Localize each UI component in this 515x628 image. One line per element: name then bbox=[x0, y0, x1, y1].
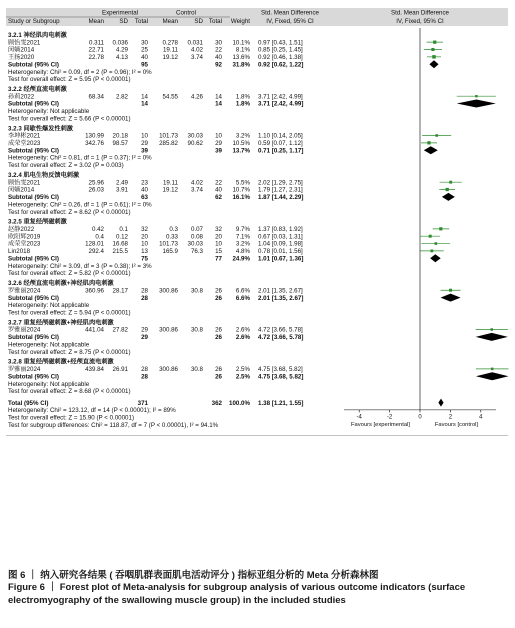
study-point-square bbox=[439, 227, 442, 230]
subtotal-diamond bbox=[457, 100, 496, 108]
exp-total: 28 bbox=[141, 366, 148, 374]
ctl-total: 22 bbox=[215, 179, 222, 187]
ctl-sd: 0.031 bbox=[187, 39, 203, 47]
exp-total: 23 bbox=[141, 179, 148, 187]
subtotal-diamond bbox=[424, 146, 438, 154]
header-plot-method: IV, Fixed, 95% CI bbox=[396, 18, 444, 25]
ctl-mean: 300.86 bbox=[159, 326, 178, 334]
header-exp-total: Total bbox=[134, 18, 148, 25]
ctl-sd: 30.8 bbox=[190, 366, 203, 374]
exp-mean: 292.4 bbox=[88, 248, 104, 256]
figure-caption-english: Figure 6 ｜ Forest plot of Meta-analysis for subgroup analysis of various outcome indicators (surface electromyography of the swallowing muscle group) in the included studies bbox=[8, 582, 466, 606]
subtotal-ci: 0.71 [0.25, 1.17] bbox=[258, 147, 304, 155]
study-point-square bbox=[431, 48, 434, 51]
study-point-square bbox=[491, 368, 494, 371]
heterogeneity-text: Heterogeneity: Not applicable bbox=[8, 108, 90, 116]
subtotal-label: Subtotal (95% CI) bbox=[8, 255, 59, 263]
subtotal-exp-total: 14 bbox=[141, 100, 148, 108]
subtotal-exp-total: 28 bbox=[141, 373, 148, 381]
study-ci: 1.10 [0.14, 2.05] bbox=[258, 132, 303, 140]
subtotal-ctl-total: 26 bbox=[215, 334, 222, 342]
overall-effect-text: Test for overall effect: Z = 8.62 (P < 0.00001) bbox=[8, 208, 131, 216]
x-axis-tick-label: 0 bbox=[418, 414, 422, 421]
study-weight: 10.5% bbox=[232, 140, 250, 148]
study-name: 闵嫱2014 bbox=[8, 186, 35, 194]
ctl-mean: 300.86 bbox=[159, 366, 178, 374]
ctl-total: 26 bbox=[215, 287, 222, 295]
total-overall-effect: Test for overall effect: Z = 15.90 (P < 0.00001) bbox=[8, 414, 134, 422]
study-weight: 2.6% bbox=[235, 326, 250, 334]
study-point-square bbox=[430, 249, 433, 252]
exp-total: 20 bbox=[141, 233, 148, 241]
study-name: 李坤彬2021 bbox=[8, 132, 41, 140]
exp-total: 40 bbox=[141, 186, 148, 194]
exp-sd: 0.1 bbox=[119, 226, 128, 234]
subtotal-ctl-total: 77 bbox=[215, 255, 222, 263]
overall-effect-text: Test for overall effect: Z = 5.95 (P < 0.00001) bbox=[8, 76, 131, 84]
exp-total: 13 bbox=[141, 248, 148, 256]
ctl-total: 14 bbox=[215, 93, 222, 101]
subtotal-weight: 2.5% bbox=[235, 373, 250, 381]
subtotal-ctl-total: 14 bbox=[215, 100, 222, 108]
heterogeneity-text: Heterogeneity: Chi² = 0.81, df = 1 (P = 0.37); I² = 0% bbox=[8, 154, 152, 162]
exp-total: 30 bbox=[141, 39, 148, 47]
ctl-sd: 4.02 bbox=[190, 46, 203, 54]
exp-total: 10 bbox=[141, 132, 148, 140]
subtotal-label: Subtotal (95% CI) bbox=[8, 334, 59, 342]
subtotal-weight: 24.9% bbox=[232, 255, 250, 263]
subtotal-exp-total: 28 bbox=[141, 294, 148, 302]
study-ci: 3.71 [2.42, 4.99] bbox=[258, 93, 303, 101]
header-weight: Weight bbox=[230, 18, 250, 25]
subtotal-diamond bbox=[442, 193, 455, 201]
exp-sd: 0.12 bbox=[115, 233, 128, 241]
ctl-mean: 101.73 bbox=[159, 132, 178, 140]
overall-effect-text: Test for overall effect: Z = 5.66 (P < 0.00001) bbox=[8, 115, 131, 123]
ctl-mean: 165.9 bbox=[162, 248, 178, 256]
subtotal-weight: 31.8% bbox=[232, 61, 250, 69]
ctl-total: 22 bbox=[215, 46, 222, 54]
heterogeneity-text: Heterogeneity: Chi² = 3.09, df = 3 (P = 0.38); I² = 3% bbox=[8, 262, 152, 270]
subtotal-exp-total: 63 bbox=[141, 194, 148, 202]
exp-sd: 98.57 bbox=[112, 140, 128, 148]
subtotal-exp-total: 95 bbox=[141, 61, 148, 69]
study-name: 闵嫱2014 bbox=[8, 46, 35, 54]
overall-effect-text: Test for overall effect: Z = 8.68 (P < 0.00001) bbox=[8, 388, 131, 396]
ctl-sd: 0.08 bbox=[190, 233, 203, 241]
subtotal-weight: 1.8% bbox=[235, 100, 250, 108]
study-weight: 4.8% bbox=[235, 248, 250, 256]
header-smd-method: IV, Fixed, 95% CI bbox=[266, 18, 314, 25]
exp-mean: 439.84 bbox=[85, 366, 104, 374]
ctl-total: 15 bbox=[215, 248, 222, 256]
study-point-square bbox=[449, 289, 452, 292]
study-ci: 4.75 [3.68, 5.82] bbox=[258, 366, 303, 374]
study-name: 欧阳辉2019 bbox=[8, 233, 41, 241]
ctl-total: 40 bbox=[215, 186, 222, 194]
subgroup-title: 3.2.8 重复经颅磁刺激+经颅直流电刺激 bbox=[8, 358, 114, 366]
subgroup-title: 3.2.5 重复经颅磁刺激 bbox=[8, 218, 67, 226]
subtotal-ctl-total: 39 bbox=[215, 147, 222, 155]
exp-sd: 16.68 bbox=[112, 240, 128, 248]
x-axis-tick-label: 4 bbox=[479, 414, 483, 421]
study-point-square bbox=[432, 55, 435, 58]
total-ctl-total: 362 bbox=[211, 399, 222, 407]
overall-effect-text: Test for overall effect: Z = 8.75 (P < 0.00001) bbox=[8, 348, 131, 356]
subtotal-ci: 1.87 [1.44, 2.29] bbox=[258, 194, 304, 202]
study-weight: 3.2% bbox=[235, 240, 250, 248]
total-heterogeneity: Heterogeneity: Chi² = 123.12, df = 14 (P < 0.00001); I² = 89% bbox=[8, 407, 176, 415]
ctl-sd: 3.74 bbox=[190, 54, 203, 62]
subtotal-ci: 3.71 [2.42, 4.99] bbox=[258, 100, 304, 108]
subtotal-label: Subtotal (95% CI) bbox=[8, 61, 59, 69]
study-ci: 0.59 [0.07, 1.12] bbox=[258, 140, 303, 148]
subtotal-weight: 16.1% bbox=[232, 194, 250, 202]
header-ctl-total: Total bbox=[208, 18, 222, 25]
study-name: 成荣堂2023 bbox=[8, 240, 41, 248]
subtotal-diamond bbox=[476, 372, 509, 380]
study-point-square bbox=[490, 328, 493, 331]
ctl-total: 32 bbox=[215, 226, 222, 234]
subtotal-ci: 4.72 [3.66, 5.78] bbox=[258, 334, 304, 342]
subgroup-title: 3.2.6 经颅直流电刺激+神经肌肉电刺激 bbox=[8, 280, 114, 288]
study-ci: 0.85 [0.25, 1.45] bbox=[258, 46, 303, 54]
exp-mean: 0.311 bbox=[88, 39, 104, 47]
study-point-square bbox=[429, 235, 432, 238]
ctl-sd: 76.3 bbox=[190, 248, 203, 256]
heterogeneity-text: Heterogeneity: Not applicable bbox=[8, 380, 90, 388]
study-name: 赵静2022 bbox=[8, 226, 35, 234]
ctl-mean: 54.55 bbox=[162, 93, 178, 101]
exp-total: 29 bbox=[141, 326, 148, 334]
study-point-square bbox=[446, 188, 449, 191]
study-weight: 7.1% bbox=[235, 233, 250, 241]
header-exp-mean: Mean bbox=[88, 18, 104, 25]
ctl-mean: 300.86 bbox=[159, 287, 178, 295]
exp-total: 10 bbox=[141, 240, 148, 248]
header-control: Control bbox=[176, 9, 196, 17]
study-name: 王扬2020 bbox=[8, 54, 35, 62]
exp-total: 14 bbox=[141, 93, 148, 101]
heterogeneity-text: Heterogeneity: Chi² = 0.09, df = 2 (P = 0.96); I² = 0% bbox=[8, 68, 152, 76]
exp-sd: 27.82 bbox=[112, 326, 128, 334]
study-ci: 0.97 [0.43, 1.51] bbox=[258, 39, 303, 47]
study-weight: 2.5% bbox=[235, 366, 250, 374]
ctl-total: 26 bbox=[215, 366, 222, 374]
ctl-mean: 19.11 bbox=[162, 179, 178, 187]
study-point-square bbox=[449, 181, 452, 184]
overall-effect-text: Test for overall effect: Z = 3.02 (P = 0.003) bbox=[8, 162, 124, 170]
subtotal-ctl-total: 62 bbox=[215, 194, 222, 202]
ctl-total: 26 bbox=[215, 326, 222, 334]
study-weight: 10.1% bbox=[232, 39, 250, 47]
ctl-sd: 4.26 bbox=[190, 93, 203, 101]
total-weight: 100.0% bbox=[229, 399, 250, 407]
ctl-mean: 19.12 bbox=[162, 54, 178, 62]
ctl-sd: 30.8 bbox=[190, 287, 203, 295]
exp-total: 32 bbox=[141, 226, 148, 234]
subtotal-ctl-total: 26 bbox=[215, 294, 222, 302]
ctl-sd: 30.03 bbox=[187, 132, 203, 140]
study-weight: 9.7% bbox=[235, 226, 250, 234]
study-point-square bbox=[475, 95, 477, 97]
study-ci: 2.02 [1.29, 2.75] bbox=[258, 179, 303, 187]
subgroup-title: 3.2.4 肌电生物反馈电刺激 bbox=[8, 172, 80, 180]
exp-mean: 130.99 bbox=[85, 132, 104, 140]
x-axis-tick-label: 2 bbox=[448, 414, 453, 421]
exp-mean: 68.34 bbox=[88, 93, 104, 101]
ctl-sd: 0.07 bbox=[190, 226, 203, 234]
study-weight: 5.5% bbox=[235, 179, 250, 187]
ctl-total: 10 bbox=[215, 132, 222, 140]
exp-mean: 0.42 bbox=[91, 226, 104, 234]
exp-mean: 128.01 bbox=[85, 240, 104, 248]
study-weight: 10.7% bbox=[232, 186, 250, 194]
favours-control-label: Favours [control] bbox=[434, 421, 479, 428]
subtotal-diamond bbox=[441, 294, 461, 302]
overall-effect-text: Test for overall effect: Z = 5.82 (P < 0.00001) bbox=[8, 270, 131, 278]
subgroup-title: 3.2.3 间歇性爆发性刺激 bbox=[8, 125, 73, 133]
exp-total: 40 bbox=[141, 54, 148, 62]
exp-sd: 4.13 bbox=[115, 54, 128, 62]
heterogeneity-text: Heterogeneity: Not applicable bbox=[8, 302, 90, 310]
ctl-total: 29 bbox=[215, 140, 222, 148]
header-ctl-sd: SD bbox=[194, 18, 203, 25]
subtotal-exp-total: 39 bbox=[141, 147, 148, 155]
exp-sd: 0.036 bbox=[112, 39, 128, 47]
study-point-square bbox=[435, 242, 438, 245]
study-name: 成荣堂2023 bbox=[8, 140, 41, 148]
overall-effect-text: Test for overall effect: Z = 5.94 (P < 0.00001) bbox=[8, 309, 131, 317]
study-ci: 2.01 [1.35, 2.67] bbox=[258, 287, 303, 295]
heterogeneity-text: Heterogeneity: Not applicable bbox=[8, 341, 90, 349]
study-point-square bbox=[433, 41, 436, 44]
subgroup-title: 3.2.2 经颅直流电刺激 bbox=[8, 86, 67, 94]
ctl-sd: 4.02 bbox=[190, 179, 203, 187]
exp-sd: 3.91 bbox=[115, 186, 128, 194]
exp-mean: 342.76 bbox=[85, 140, 104, 148]
exp-sd: 2.49 bbox=[115, 179, 128, 187]
subtotal-ci: 2.01 [1.35, 2.67] bbox=[258, 294, 304, 302]
exp-sd: 26.91 bbox=[112, 366, 128, 374]
favours-experimental-label: Favours [experimental] bbox=[350, 421, 410, 428]
total-exp-total: 371 bbox=[137, 399, 148, 407]
study-ci: 1.79 [1.27, 2.31] bbox=[258, 186, 303, 194]
study-name: 顾怡雯2021 bbox=[8, 179, 41, 187]
study-weight: 8.1% bbox=[235, 46, 250, 54]
study-ci: 0.92 [0.46, 1.38] bbox=[258, 54, 303, 62]
subtotal-weight: 13.7% bbox=[232, 147, 250, 155]
ctl-total: 30 bbox=[215, 39, 222, 47]
study-name: 顾怡雯2021 bbox=[8, 39, 41, 47]
heterogeneity-text: Heterogeneity: Chi² = 0.26, df = 1 (P = 0.61); I² = 0% bbox=[8, 201, 152, 209]
ctl-mean: 19.11 bbox=[162, 46, 178, 54]
ctl-mean: 0.33 bbox=[165, 233, 178, 241]
exp-mean: 25.96 bbox=[88, 179, 104, 187]
subtotal-ci: 0.92 [0.62, 1.22] bbox=[258, 61, 304, 69]
ctl-mean: 0.278 bbox=[162, 39, 178, 47]
ctl-total: 20 bbox=[215, 233, 222, 241]
exp-mean: 360.96 bbox=[85, 287, 104, 295]
subtotal-exp-total: 75 bbox=[141, 255, 148, 263]
study-ci: 1.04 [0.09, 1.98] bbox=[258, 240, 303, 248]
study-rows bbox=[8, 31, 303, 429]
exp-sd: 2.82 bbox=[115, 93, 128, 101]
ctl-sd: 30.03 bbox=[187, 240, 203, 248]
study-name: Lin2018 bbox=[8, 248, 31, 256]
study-point-square bbox=[435, 134, 438, 137]
subtotal-weight: 6.6% bbox=[235, 294, 250, 302]
exp-mean: 0.4 bbox=[95, 233, 104, 241]
total-label: Total (95% CI) bbox=[8, 399, 49, 407]
study-weight: 13.6% bbox=[232, 54, 250, 62]
total-diamond bbox=[438, 399, 443, 407]
study-name: 罗雅丽2024 bbox=[8, 366, 41, 374]
exp-mean: 22.71 bbox=[88, 46, 104, 54]
subtotal-ctl-total: 92 bbox=[215, 61, 222, 69]
subgroup-differences-test: Test for subgroup differences: Chi² = 118.87, df = 7 (P < 0.00001), I² = 94.1% bbox=[8, 421, 219, 429]
subtotal-ci: 4.75 [3.68, 5.82] bbox=[258, 373, 304, 381]
total-ci: 1.38 [1.21, 1.55] bbox=[258, 399, 304, 407]
ctl-total: 40 bbox=[215, 54, 222, 62]
ctl-sd: 30.8 bbox=[190, 326, 203, 334]
subtotal-diamond bbox=[429, 60, 438, 68]
ctl-sd: 3.74 bbox=[190, 186, 203, 194]
study-ci: 0.78 [0.01, 1.56] bbox=[258, 248, 303, 256]
header-study-or-subgroup: Study or Subgroup bbox=[8, 18, 60, 25]
subtotal-weight: 2.6% bbox=[235, 334, 250, 342]
subtotal-label: Subtotal (95% CI) bbox=[8, 294, 59, 302]
ctl-total: 10 bbox=[215, 240, 222, 248]
subtotal-ci: 1.01 [0.67, 1.36] bbox=[258, 255, 304, 263]
exp-mean: 22.78 bbox=[88, 54, 104, 62]
study-name: 罗雅丽2024 bbox=[8, 326, 41, 334]
header-smd-title: Std. Mean Difference bbox=[260, 9, 320, 17]
x-axis-tick-label: -2 bbox=[386, 414, 393, 421]
exp-mean: 26.03 bbox=[88, 186, 104, 194]
subtotal-exp-total: 29 bbox=[141, 334, 148, 342]
study-weight: 3.2% bbox=[235, 132, 250, 140]
figure-caption-chinese: 图 6 ｜ 纳入研究各结果 ( 吞咽肌群表面肌电活动评分 ) 指标亚组分析的 Meta 分析森林图 bbox=[8, 570, 379, 581]
ctl-mean: 285.82 bbox=[159, 140, 178, 148]
header-ctl-mean: Mean bbox=[162, 18, 178, 25]
subtotal-diamond bbox=[476, 333, 508, 341]
subgroup-title: 3.2.7 重复经颅磁刺激+神经肌肉电刺激 bbox=[8, 319, 114, 327]
exp-total: 25 bbox=[141, 46, 148, 54]
exp-sd: 4.29 bbox=[115, 46, 128, 54]
header-plot-title: Std. Mean Difference bbox=[390, 9, 450, 17]
exp-sd: 28.17 bbox=[112, 287, 128, 295]
ctl-sd: 90.62 bbox=[187, 140, 203, 148]
header-exp-sd: SD bbox=[119, 18, 128, 25]
study-weight: 1.8% bbox=[235, 93, 250, 101]
study-point-square bbox=[427, 141, 430, 144]
header-experimental: Experimental bbox=[101, 9, 139, 17]
study-weight: 6.6% bbox=[235, 287, 250, 295]
exp-total: 29 bbox=[141, 140, 148, 148]
subtotal-ctl-total: 26 bbox=[215, 373, 222, 381]
subgroup-title: 3.2.1 神经肌肉电刺激 bbox=[8, 32, 67, 39]
exp-total: 28 bbox=[141, 287, 148, 295]
subtotal-label: Subtotal (95% CI) bbox=[8, 100, 59, 108]
x-axis-tick-label: -4 bbox=[356, 414, 362, 421]
exp-sd: 20.18 bbox=[112, 132, 128, 140]
study-ci: 1.37 [0.83, 1.92] bbox=[258, 226, 303, 234]
study-name: 孙莉2022 bbox=[8, 93, 35, 101]
study-ci: 4.72 [3.66, 5.78] bbox=[258, 326, 303, 334]
subtotal-diamond bbox=[430, 254, 440, 262]
subtotal-label: Subtotal (95% CI) bbox=[8, 147, 59, 155]
study-name: 罗雅丽2024 bbox=[8, 287, 41, 295]
study-ci: 0.67 [0.03, 1.31] bbox=[258, 233, 303, 241]
subtotal-label: Subtotal (95% CI) bbox=[8, 373, 59, 381]
ctl-mean: 0.3 bbox=[169, 226, 178, 234]
ctl-mean: 19.12 bbox=[162, 186, 178, 194]
ctl-mean: 101.73 bbox=[159, 240, 178, 248]
exp-sd: 215.5 bbox=[112, 248, 128, 256]
subtotal-label: Subtotal (95% CI) bbox=[8, 194, 59, 202]
exp-mean: 441.04 bbox=[85, 326, 104, 334]
